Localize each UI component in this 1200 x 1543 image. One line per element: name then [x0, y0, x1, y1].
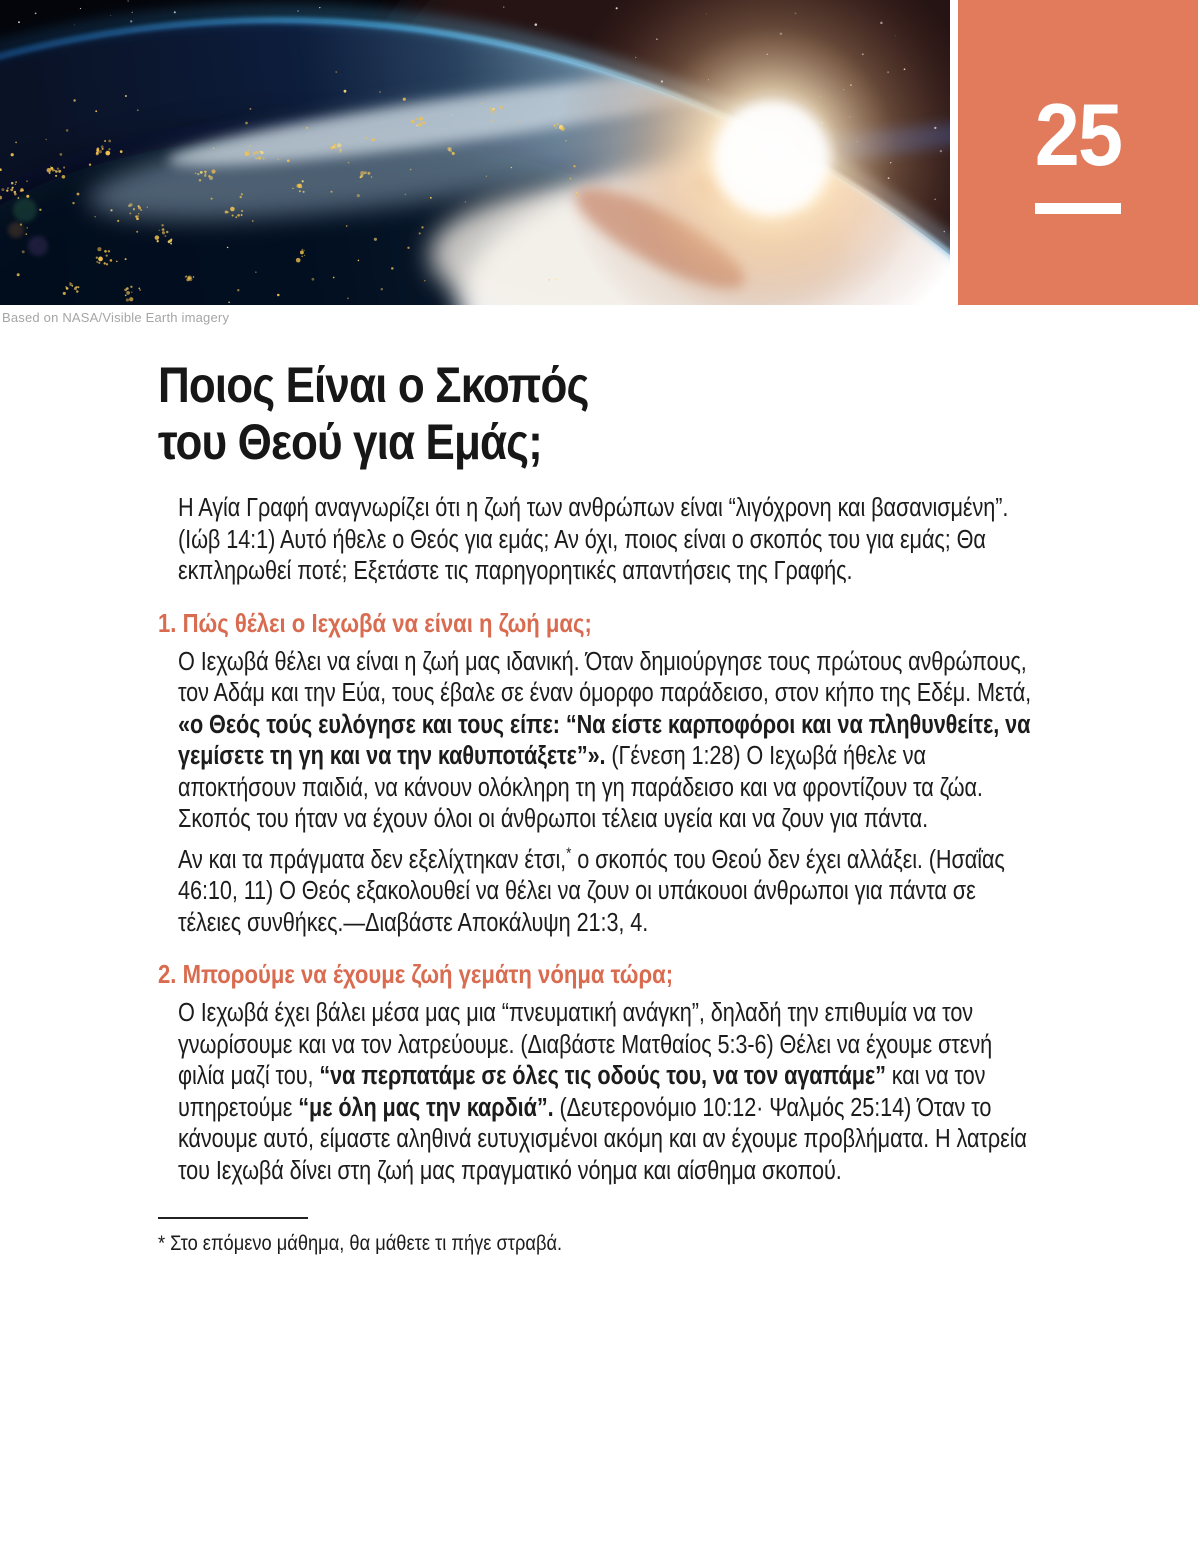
section-question-2	[158, 959, 1140, 1187]
title-line-2: του Θεού για Εμάς;	[158, 414, 542, 470]
chapter-number: 25	[1034, 85, 1122, 184]
intro-paragraph: Η Αγία Γραφή αναγνωρίζει ότι η ζωή των ανθρώπων είναι “λιγόχρονη και βασανισμένη”. (Ιώβ 14:1) Αυτό ήθελε ο Θεός για εμάς; Αν όχι, ποιος είναι ο σκοπός του για εμάς; Θα εκπληρωθεί ποτέ; Εξετάστε τις παρηγορητικές απαντήσεις της Γραφής.	[178, 494, 1009, 585]
article	[0, 357, 1200, 1257]
paragraph: Ο Ιεχωβά έχει βάλει μέσα μας μια “πνευματική ανάγκη”, δηλαδή την επιθυμία να τον γνωρίσουμε και να τον λατρεύουμε. (Διαβάστε Ματθαίος 5:3-6) Θέλει να έχουμε στενή φιλία μαζί του, “να περπατάμε σε όλες τις οδούς του, να τον αγαπάμε” και να τον υπηρετούμε “με όλη μας την καρδιά”. (Δευτερονόμιο 10:12· Ψαλμός 25:14) Όταν το κάνουμε αυτό, είμαστε αληθινά ευτυχισμένοι ακόμη και αν έχουμε προβλήματα. Η λατρεία του Ιεχωβά δίνει στη ζωή μας πραγματικό νόημα και αίσθημα σκοπού.	[178, 999, 1027, 1185]
photo-credit: Based on NASA/Visible Earth imagery	[2, 310, 230, 325]
title-line-1: Ποιος Είναι ο Σκοπός	[158, 357, 589, 413]
footnote-divider	[158, 1217, 308, 1219]
paragraph: Ο Ιεχωβά θέλει να είναι η ζωή μας ιδανική. Όταν δημιούργησε τους πρώτους ανθρώπους, τον Αδάμ και την Εύα, τους έβαλε σε έναν όμορφο παράδεισο, στον κήπο της Εδέμ. Μετά, «ο Θεός τούς ευλόγησε και τους είπε: “Να είστε καρποφόροι και να πληθυνθείτε, να γεμίσετε τη γη και να την καθυποτάξετε”». (Γένεση 1:28) Ο Ιεχωβά ήθελε να αποκτήσουν παιδιά, να κάνουν ολόκληρη τη γη παράδεισο και να φροντίζουν τα ζώα. Σκοπός του ήταν να έχουν όλοι οι άνθρωποι τέλεια υγεία και να ζουν για πάντα.	[178, 647, 1032, 833]
footnote-area	[158, 1217, 1140, 1257]
section-question-1	[158, 607, 1140, 940]
chapter-badge	[958, 0, 1198, 305]
earth-from-space-photo	[0, 0, 950, 305]
page-title	[158, 357, 774, 471]
lens-flare-dot	[13, 198, 37, 222]
footnote: * Στο επόμενο μάθημα, θα μάθετε τι πήγε στραβά.	[158, 1232, 563, 1255]
question-1-heading: 1. Πώς θέλει ο Ιεχωβά να είναι η ζωή μας;	[158, 607, 592, 638]
hero	[0, 0, 1200, 305]
question-2-heading: 2. Μπορούμε να έχουμε ζωή γεμάτη νόημα τώρα;	[158, 959, 674, 989]
paragraph: Αν και τα πράγματα δεν εξελίχτηκαν έτσι,* ο σκοπός του Θεού δεν έχει αλλάξει. (Ησαΐας 46:10, 11) Ο Θεός εξακολουθεί να θέλει να ζουν οι υπάκουοι άνθρωποι για πάντα σε τέλειες συνθήκες.—Διαβάστε Αποκάλυψη 21:3, 4.	[178, 845, 1005, 937]
chapter-underline	[1035, 203, 1121, 214]
